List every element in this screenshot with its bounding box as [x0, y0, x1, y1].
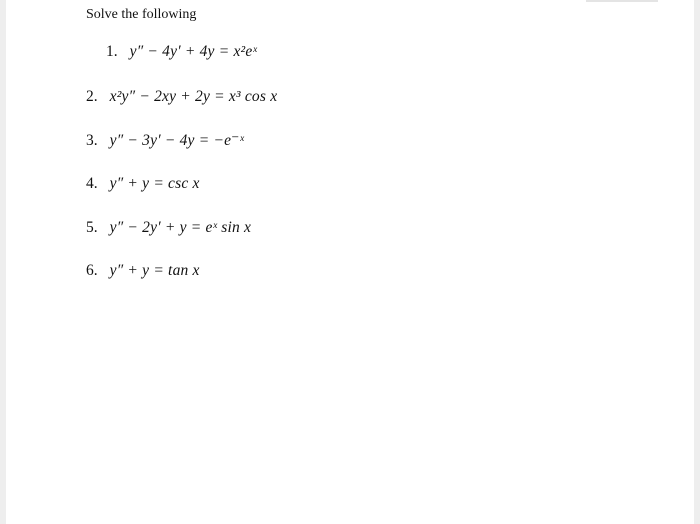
problem-number: 6. [86, 262, 98, 279]
problem-item [86, 176, 200, 192]
problem-item [86, 263, 200, 279]
problem-number: 1. [106, 43, 118, 60]
problem-equation: x²y″ − 2xy + 2y = x³ cos x [109, 88, 278, 105]
problem-equation: y″ + y = csc x [109, 175, 200, 192]
problem-item [106, 44, 257, 60]
instructions-heading: Solve the following [86, 7, 197, 22]
problem-number: 2. [86, 88, 98, 105]
problem-equation: y″ − 3y′ − 4y = −e⁻ˣ [109, 132, 245, 149]
top-edge-strip [586, 0, 658, 2]
problem-item [86, 220, 251, 236]
problem-number: 5. [86, 219, 98, 236]
problem-equation: y″ − 4y′ + 4y = x²eˣ [129, 43, 258, 60]
problem-item [86, 133, 244, 149]
problem-number: 3. [86, 132, 98, 149]
problem-equation: y″ − 2y′ + y = eˣ sin x [109, 219, 252, 236]
problem-number: 4. [86, 175, 98, 192]
problem-item [86, 89, 277, 105]
problem-equation: y″ + y = tan x [109, 262, 200, 279]
